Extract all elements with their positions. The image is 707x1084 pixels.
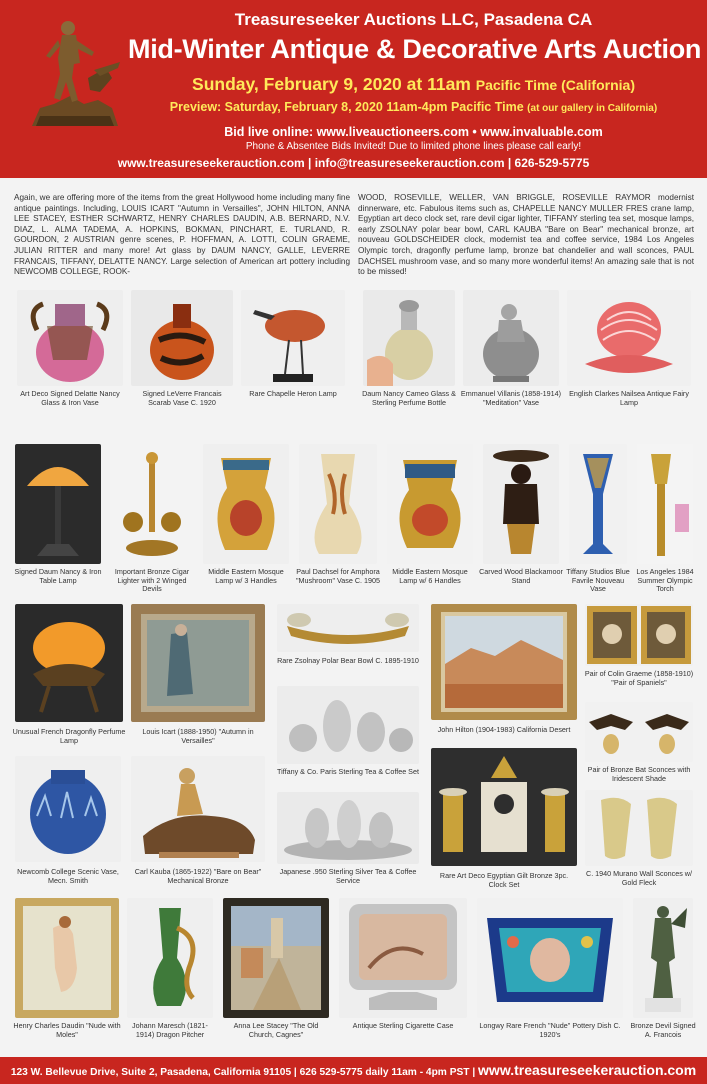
intro-text-right: WOOD, ROSEVILLE, WELLER, VAN BRIGGLE, ROSEVILLE RAYMOR modernist dinnerware, etc. Fabulous items such as, CHAPELLE NANCY MULLER FRES crane lamp, Egyptian art deco clock set, rare devil cigar lighter, TIFFANY sterling tea set, mosque lamps, early ZSOLNAY polar bear bowl, CARL KAUBA "Bare on Bear" mechanical bronze, art nouveau GOLDSCHEIDER clock, modernist tea and coffee service, 1984 Los Angeles Olympic torch, dragonfly perfume lamp, bronze bat chandelier and wall sconces, PAUL DACHSEL mushroom vase, and so many more wonderful items! An amazing sale that is not to be missed! xyxy=(358,193,694,277)
lot-caption: Los Angeles 1984 Summer Olympic Torch xyxy=(636,567,694,594)
lot-caption: Unusual French Dragonfly Perfume Lamp xyxy=(12,727,126,745)
mosque-lamp-3-photo xyxy=(203,444,289,564)
spaniels-paintings-photo xyxy=(585,604,693,666)
polar-bear-bowl-photo xyxy=(277,604,419,652)
bat-sconces-photo xyxy=(585,702,693,762)
lot-caption: C. 1940 Murano Wall Sconces w/ Gold Fleck xyxy=(586,869,692,887)
lot-caption: Carl Kauba (1865-1922) "Bare on Bear" Mechanical Bronze xyxy=(134,867,262,885)
hilton-painting-photo xyxy=(431,604,577,720)
header-banner xyxy=(0,0,707,178)
stacey-painting-photo xyxy=(223,898,329,1018)
daum-lamp-photo xyxy=(15,444,101,564)
company-name: Treasureseeker Auctions LLC, Pasadena CA xyxy=(234,10,593,29)
dragonfly-lamp-photo xyxy=(15,604,123,722)
newcomb-vase-photo xyxy=(15,756,121,862)
perfume-bottle-photo xyxy=(363,290,455,386)
lot-caption: Johann Maresch (1821-1914) Dragon Pitcher xyxy=(132,1021,208,1039)
lot-caption: Newcomb College Scenic Vase, Mecn. Smith xyxy=(17,867,119,885)
tiffany-tea-set-photo xyxy=(277,686,419,764)
japanese-silver-service-photo xyxy=(277,792,419,864)
lot-caption: John Hilton (1904-1983) California Desert xyxy=(437,725,571,734)
villanis-vase-photo xyxy=(463,290,559,386)
lot-caption: Henry Charles Daudin "Nude with Moles" xyxy=(13,1021,121,1039)
blackamoor-stand-photo xyxy=(483,444,559,564)
egyptian-clock-set-photo xyxy=(431,748,577,866)
lot-caption: Bronze Devil Signed A. Francois xyxy=(630,1021,696,1039)
cigarette-case-photo xyxy=(339,898,467,1018)
auction-date-main: Sunday, February 9, 2020 at 11am xyxy=(192,74,471,94)
preview-note: (at our gallery in California) xyxy=(527,103,658,114)
daudin-painting-photo xyxy=(15,898,119,1018)
tiffany-vase-photo xyxy=(569,444,627,564)
lot-caption: Daum Nancy Cameo Glass & Sterling Perfume Bottle xyxy=(362,389,456,407)
mosque-lamp-6-photo xyxy=(387,444,473,564)
bronze-statue-image xyxy=(20,8,130,133)
lot-caption: Paul Dachsel for Amphora "Mushroom" Vase C. 1905 xyxy=(295,567,381,585)
lot-caption: Middle Eastern Mosque Lamp w/ 6 Handles xyxy=(392,567,468,585)
bid-online-line[interactable]: Bid live online: www.liveauctioneers.com • www.invaluable.com xyxy=(224,125,603,139)
delatte-vase-photo xyxy=(17,290,123,386)
lot-caption: Tiffany & Co. Paris Sterling Tea & Coffee Set xyxy=(277,767,419,776)
dragon-pitcher-photo xyxy=(127,898,213,1018)
lot-caption: Rare Chapelle Heron Lamp xyxy=(249,389,337,398)
cigar-lighter-photo xyxy=(111,444,193,564)
auction-title: Mid-Winter Antique & Decorative Arts Auction xyxy=(128,34,702,64)
scarab-vase-photo xyxy=(131,290,233,386)
mushroom-vase-photo xyxy=(299,444,377,564)
lot-caption: Pair of Colin Graeme (1858-1910) "Pair of Spaniels" xyxy=(584,669,694,687)
lot-caption: Longwy Rare French "Nude" Pottery Dish C. 1920's xyxy=(479,1021,621,1039)
icart-painting-photo xyxy=(131,604,265,722)
bronze-devil-photo xyxy=(633,898,693,1018)
longwy-dish-photo xyxy=(477,898,623,1018)
lot-caption: English Clarkes Nailsea Antique Fairy Lamp xyxy=(569,389,689,407)
preview-main: Preview: Saturday, February 8, 2020 11am-4pm Pacific Time xyxy=(169,100,524,114)
murano-sconces-photo xyxy=(585,790,693,866)
footer-bar xyxy=(0,1057,707,1084)
lot-caption: Carved Wood Blackamoor Stand xyxy=(479,567,563,585)
olympic-torch-photo xyxy=(637,444,693,564)
kauba-bronze-photo xyxy=(131,756,265,862)
contact-line[interactable]: www.treasureseekerauction.com | info@treasureseekerauction.com | 626-529-5775 xyxy=(117,156,590,170)
lot-caption: Rare Zsolnay Polar Bear Bowl C. 1895-1910 xyxy=(277,656,419,665)
phone-bids-note: Phone & Absentee Bids Invited! Due to limited phone lines please call early! xyxy=(245,141,582,152)
lot-caption: Emmanuel Villanis (1858-1914) "Meditation" Vase xyxy=(460,389,562,407)
lot-caption: Important Bronze Cigar Lighter with 2 Winged Devils xyxy=(114,567,190,594)
lot-caption: Rare Art Deco Egyptian Gilt Bronze 3pc. Clock Set xyxy=(439,871,569,889)
lot-caption: Signed Daum Nancy & Iron Table Lamp xyxy=(14,567,102,585)
intro-text-left: Again, we are offering more of the items from the great Hollywood home including many fine antique paintings. Including, LOUIS ICART "Autumn in Versailles", JOHN HILTON, ANNA LEE STACEY, ESTHER SCHWARTZ, HENRY CHARLES DAUDIN, A.B. BERNARD, N.V. DIAZ, L. ALMA TADEMA, A. HOPKINS, BOKMAN, PINCHART, E. TURLAND, R. GOURDON, 2 AUSTRIAN genre scenes, P. HOFFMAN, A. LOTTI, COLIN GRAEME, JULIAN RITTER and many more! Art glass by DAUM NANCY, GALLE, LEVERRE FRANCAIS, TIFFANY, DELATTE NANCY. Large selection of American art pottery including NEWCOMB COLLEGE, ROOK- xyxy=(14,193,350,277)
lot-caption: Tiffany Studios Blue Favrile Nouveau Vase xyxy=(566,567,630,594)
fairy-lamp-photo xyxy=(567,290,691,386)
lot-caption: Louis Icart (1888-1950) "Autumn in Versailles" xyxy=(142,727,254,745)
footer-website-link[interactable]: www.treasureseekerauction.com xyxy=(478,1062,697,1078)
heron-lamp-photo xyxy=(241,290,345,386)
lot-caption: Antique Sterling Cigarette Case xyxy=(352,1021,454,1030)
lot-caption: Pair of Bronze Bat Sconces with Iridescent Shade xyxy=(587,765,691,783)
lot-caption: Art Deco Signed Delatte Nancy Glass & Iron Vase xyxy=(20,389,120,407)
auction-date xyxy=(128,74,699,95)
lot-caption: Japanese .950 Sterling Silver Tea & Coffee Service xyxy=(279,867,417,885)
lot-caption: Anna Lee Stacey "The Old Church, Cagnes" xyxy=(233,1021,319,1039)
preview-line xyxy=(128,100,699,114)
lot-caption: Signed LeVerre Francais Scarab Vase C. 1920 xyxy=(142,389,222,407)
lot-caption: Middle Eastern Mosque Lamp w/ 3 Handles xyxy=(208,567,284,585)
footer-address: 123 W. Bellevue Drive, Suite 2, Pasadena, California 91105 | 626 529-5775 daily 11am - 4pm PST | xyxy=(10,1067,476,1078)
auction-date-timezone: Pacific Time (California) xyxy=(475,77,635,93)
